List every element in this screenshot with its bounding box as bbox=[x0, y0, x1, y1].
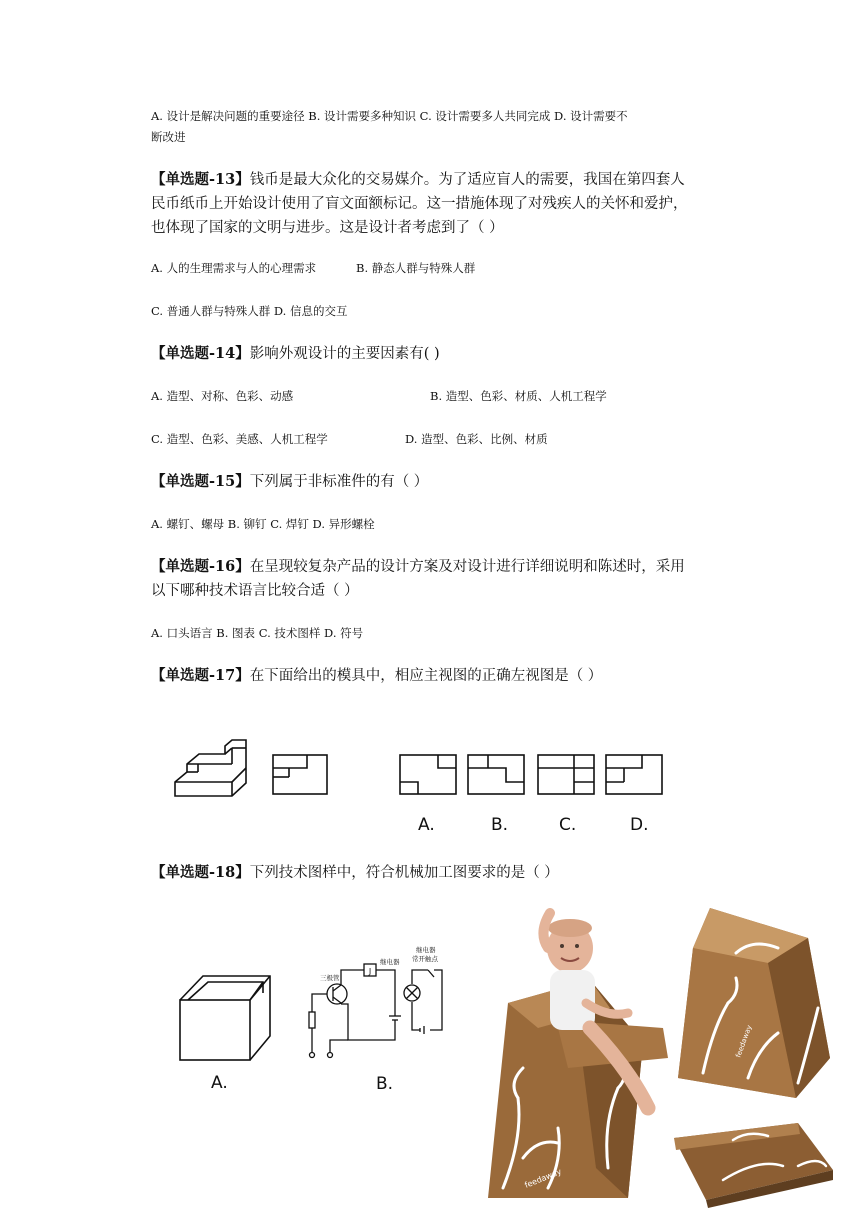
q16-tag: 【单选题-16】 bbox=[151, 558, 250, 575]
transistor-label: 三极管 bbox=[320, 974, 340, 982]
chair-flat-pack bbox=[674, 1123, 833, 1208]
q14-text: 影响外观设计的主要因素有( ) bbox=[249, 346, 440, 362]
q17-stem bbox=[151, 664, 602, 688]
q13-option-a: A. 人的生理需求与人的心理需求 bbox=[151, 261, 317, 275]
relay-contact-label-1: 继电器 bbox=[416, 946, 436, 954]
q18-text: 下列技术图样中，符合机械加工图要求的是（ ） bbox=[249, 865, 559, 881]
q15-tag: 【单选题-15】 bbox=[151, 473, 250, 490]
q14-option-d: D. 造型、色彩、比例、材质 bbox=[405, 432, 548, 446]
q15-text: 下列属于非标准件的有（ ） bbox=[249, 474, 429, 490]
chair-with-baby bbox=[488, 913, 668, 1198]
q17-label-d: D. bbox=[630, 815, 649, 835]
q17-label-c: C. bbox=[559, 815, 577, 835]
q14-stem bbox=[151, 342, 440, 366]
q18-stem bbox=[151, 861, 559, 885]
chair-folded-upright bbox=[678, 908, 830, 1098]
q13-tag: 【单选题-13】 bbox=[151, 171, 250, 188]
q15-stem bbox=[151, 470, 428, 494]
q13-stem bbox=[151, 168, 721, 240]
q16-text-line1: 在呈现较复杂产品的设计方案及对设计进行详细说明和陈述时，采用 bbox=[249, 559, 685, 575]
q18-label-a: A. bbox=[211, 1073, 228, 1093]
q18-box-drawing bbox=[175, 970, 275, 1095]
chair-brand-big: feedaway bbox=[523, 1166, 563, 1190]
q13-option-b: B. 静态人群与特殊人群 bbox=[356, 261, 476, 275]
relay-label: 继电器 bbox=[380, 958, 400, 966]
mold-isometric-drawing bbox=[175, 740, 246, 796]
option-a-drawing bbox=[400, 755, 456, 794]
q17-tag: 【单选题-17】 bbox=[151, 667, 250, 684]
q16-options: A. 口头语言 B. 图表 C. 技术图样 D. 符号 bbox=[151, 626, 364, 640]
q16-text-line2: 以下哪种技术语言比较合适（ ） bbox=[151, 583, 359, 599]
relay-contact-label-2: 常开触点 bbox=[412, 955, 438, 963]
q15-options: A. 螺钉、螺母 B. 铆钉 C. 焊钉 D. 异形螺栓 bbox=[151, 517, 375, 531]
relay-letter: J bbox=[368, 967, 372, 976]
option-c-drawing bbox=[538, 755, 594, 794]
q14-option-b: B. 造型、色彩、材质、人机工程学 bbox=[430, 389, 607, 403]
option-d-drawing bbox=[606, 755, 662, 794]
q17-label-b: B. bbox=[491, 815, 509, 835]
option-b-drawing bbox=[468, 755, 524, 794]
chair-brand-small: feedaway bbox=[734, 1024, 754, 1059]
q14-tag: 【单选题-14】 bbox=[151, 345, 250, 362]
q17-figure bbox=[170, 738, 670, 838]
q14-option-c: C. 造型、色彩、美感、人机工程学 bbox=[151, 432, 328, 446]
mold-front-view bbox=[273, 755, 327, 794]
q18-label-b: B. bbox=[376, 1074, 394, 1094]
q18-circuit-drawing bbox=[300, 942, 460, 1094]
q17-text: 在下面给出的模具中，相应主视图的正确左视图是（ ） bbox=[249, 668, 603, 684]
q18-tag: 【单选题-18】 bbox=[151, 864, 250, 881]
q13-text-line2: 民币纸币上开始设计使用了盲文面额标记。这一措施体现了对残疾人的关怀和爱护， bbox=[151, 196, 688, 212]
q12-options-line1: A. 设计是解决问题的重要途径 B. 设计需要多种知识 C. 设计需要多人共同完成 D. 设计需要不 bbox=[151, 109, 628, 123]
q12-options-line2: 断改进 bbox=[151, 130, 186, 144]
q13-option-cd: C. 普通人群与特殊人群 D. 信息的交互 bbox=[151, 304, 348, 318]
q13-text-line3: 也体现了国家的文明与进步。这是设计者考虑到了（ ） bbox=[151, 220, 504, 236]
q14-option-a: A. 造型、对称、色彩、动感 bbox=[151, 389, 294, 403]
q17-label-a: A. bbox=[418, 815, 435, 835]
q16-stem bbox=[151, 555, 721, 603]
q13-text-line1: 钱币是最大众化的交易媒介。为了适应盲人的需要，我国在第四套人 bbox=[249, 172, 685, 188]
cardboard-chair-photo bbox=[478, 908, 840, 1208]
